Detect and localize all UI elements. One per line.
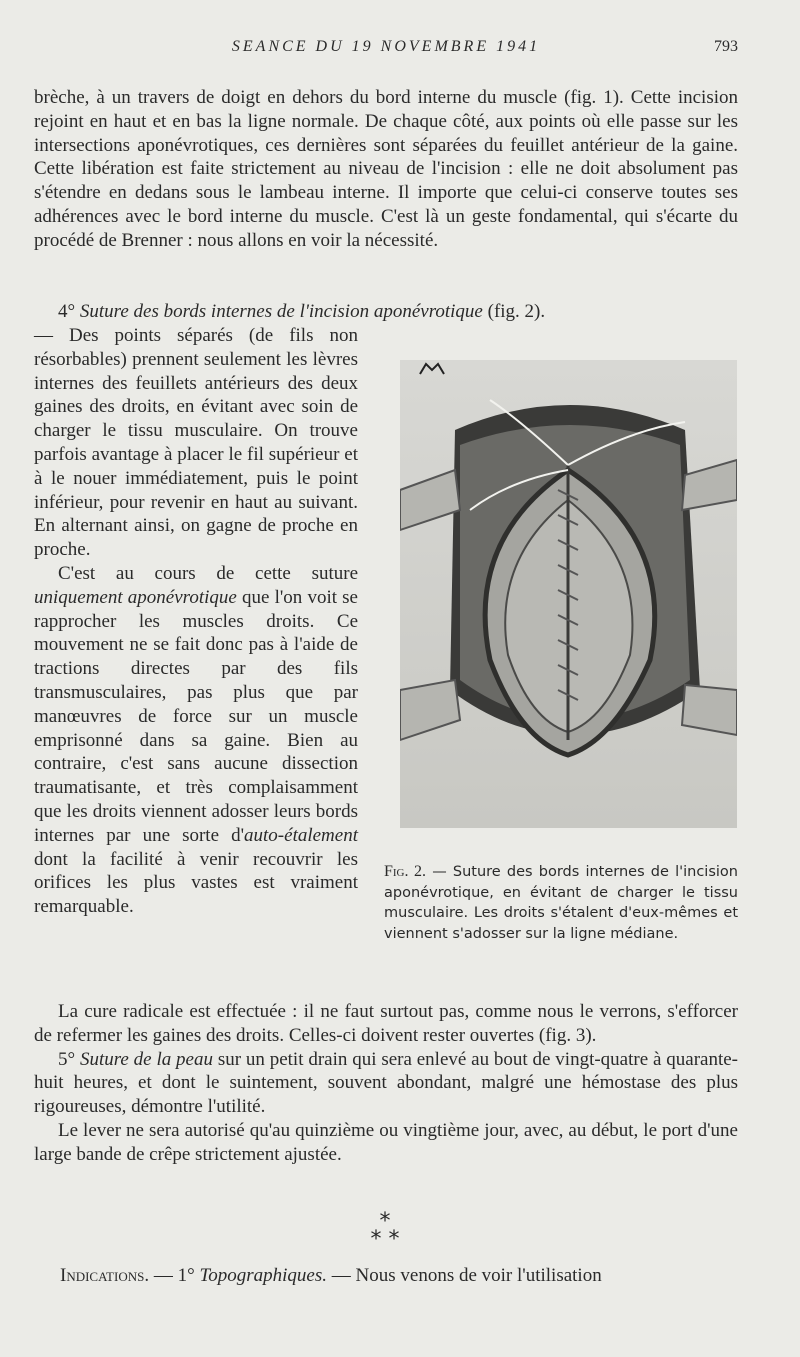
- step-title: Suture de la peau: [79, 1048, 213, 1070]
- paragraph-cure-radicale: La cure radicale est effectuée : il ne faut surtout pas, comme nous le verrons, s'efforcer de refermer les gaines des droits. Celles-ci doivent rester ouvertes (fig. 3).: [34, 1001, 738, 1046]
- figure-caption: [384, 862, 738, 944]
- caption-text: — Suture des bords internes de l'incision aponévrotique, en évitant de charger le tissu musculaire. Les droits s'étalent d'eux-mêmes et viennent s'adosser sur la ligne médiane.: [384, 864, 738, 942]
- separator-bottom: * *: [370, 1227, 400, 1252]
- text-segment: — 1°: [149, 1265, 200, 1286]
- paragraph-1: [34, 86, 738, 253]
- step-title: Suture des bords internes de l'incision aponévrotique: [79, 301, 483, 322]
- surgical-drawing-icon: [400, 360, 737, 828]
- caption-label: Fig. 2.: [384, 863, 427, 880]
- page-header: [34, 38, 738, 68]
- step-number: 4°: [58, 301, 80, 322]
- paragraph-suture-peau: [34, 1048, 738, 1119]
- separator-top: *: [379, 1209, 391, 1234]
- paragraph-heading-4: [34, 300, 738, 324]
- running-title: SEANCE DU 19 NOVEMBRE 1941: [231, 38, 541, 55]
- paragraph-auto-etalement: [34, 562, 358, 919]
- paragraph-text: brèche, à un travers de doigt en dehors du bord interne du muscle (fig. 1). Cette incision rejoint en haut et en bas la ligne normale. De chaque côté, aux points où elle passe sur les intersections aponévrotiques, ces dernières sont séparées du feuillet antérieur de la gaine. Cette libération est faite strictement au niveau de l'incision : elle ne doit absolument pas s'étendre en dedans sous le lambeau interne. Il importe que celui-ci conserve toutes ses adhérences avec le bord interne du muscle. C'est là un geste fondamental, qui s'écarte du procédé de Brenner : nous allons en voir la nécessité.: [34, 87, 738, 251]
- left-column: [34, 324, 358, 919]
- step-number: 5°: [58, 1048, 80, 1070]
- figure-reference: (fig. 2).: [482, 301, 546, 322]
- section-separator: [350, 1209, 420, 1252]
- italic-segment: Topographiques.: [199, 1265, 328, 1286]
- paragraph-suture: — Des points séparés (de fils non résorbables) prennent seulement les lèvres internes des feuillets antérieurs des deux gaines des droits, en évitant avec soin de charger le tissu musculaire. On trouve parfois avantage à placer le fil supérieur et à le nouer immédiatement, puis le point inférieur, pour revenir en haut au suivant. En alternant ainsi, on gagne de proche en proche.: [34, 325, 358, 561]
- indications-line: [60, 1264, 738, 1288]
- page-number: 793: [714, 38, 738, 55]
- text-segment: dont la facilité à venir recouvrir les orifices les plus vastes est vraiment remarquable.: [34, 848, 358, 918]
- paragraph-lever: Le lever ne sera autorisé qu'au quinzième ou vingtième jour, avec, au début, le port d'une large bande de crêpe strictement ajustée.: [34, 1119, 738, 1165]
- continuation-block: [34, 1000, 738, 1167]
- text-segment: C'est au cours de cette suture: [58, 562, 358, 584]
- text-segment: — Nous venons de voir l'utilisation: [327, 1265, 602, 1286]
- italic-segment: uniquement aponévrotique: [34, 586, 237, 608]
- surgical-illustration: [400, 360, 737, 828]
- text-segment: que l'on voit se rapprocher les muscles droits. Ce mouvement ne se fait donc pas à l'aide de tractions directes par des fils transmusculaires, pas plus que par manœuvres de force sur un muscle emprisonné dans sa gaine. Bien au contraire, c'est sans aucune dissection traumatisante, et très complaisamment que les droits viennent adosser leurs bords internes par une sorte d': [34, 586, 358, 846]
- italic-segment: auto-étalement: [244, 824, 358, 846]
- text-segment: sur un petit drain qui sera enlevé au bout de vingt-quatre à quarante-huit heures, et dont le suintement, souvent abondant, malgré une hémostase des plus rigoureuses, démontre l'utilité.: [34, 1048, 738, 1118]
- indications-label: Indications.: [60, 1265, 150, 1286]
